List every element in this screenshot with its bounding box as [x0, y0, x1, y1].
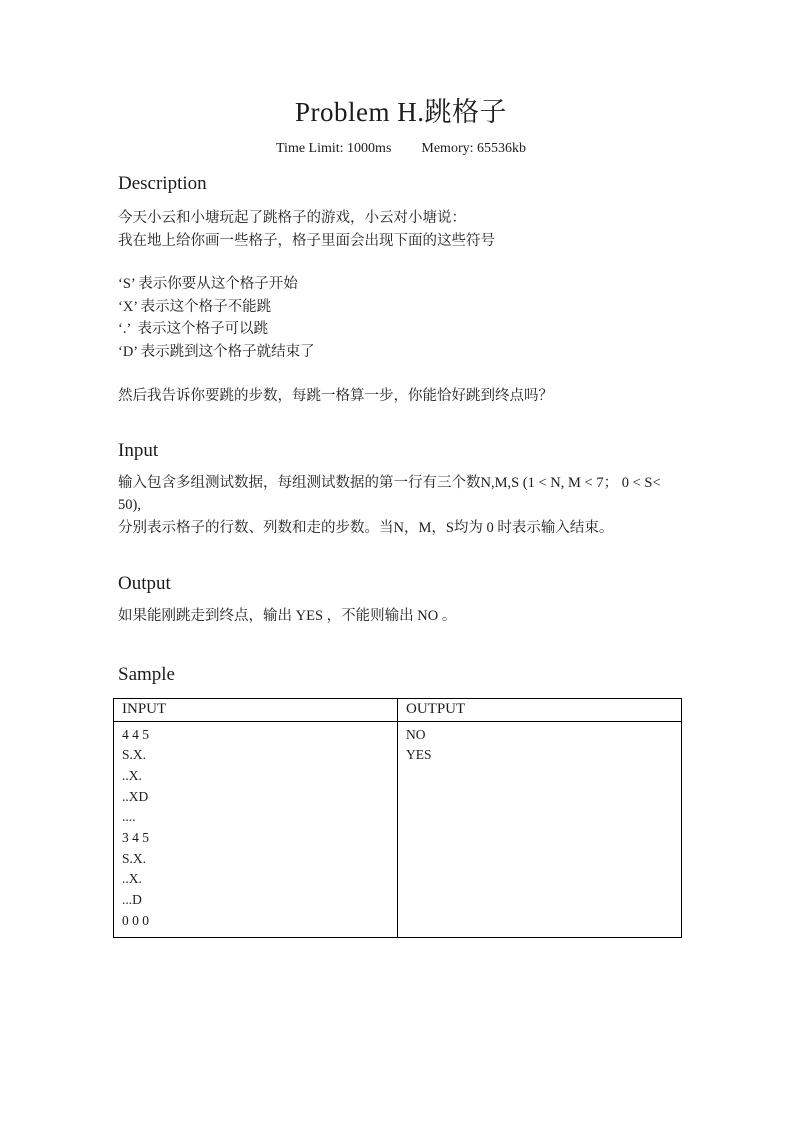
- sample-input-line: S.X.: [122, 747, 147, 763]
- sample-table-header-row: [114, 698, 682, 721]
- sample-input-line: ....: [122, 809, 136, 825]
- output-line: 如果能刚跳走到终点，输出 YES ，不能则输出 NO 。: [118, 608, 457, 624]
- description-line: 今天小云和小塘玩起了跳格子的游戏，小云对小塘说：: [118, 210, 466, 226]
- sample-output-cell: [398, 721, 682, 937]
- input-heading: Input: [118, 439, 159, 461]
- time-limit: Time Limit: 1000ms: [276, 141, 392, 156]
- description-line: 然后我告诉你要跳的步数，每跳一格算一步，你能恰好跳到终点吗？: [118, 388, 553, 404]
- sample-output-line: NO: [406, 726, 426, 742]
- sample-table-body-row: [114, 721, 682, 937]
- symbol-line-d: ‘D’ 表示跳到这个格子就结束了: [118, 343, 315, 360]
- problem-title: Problem H.跳格子: [295, 97, 507, 127]
- description-paragraph: [118, 207, 684, 252]
- limits-line: [118, 141, 684, 157]
- symbol-legend: [118, 273, 684, 363]
- sample-heading: Sample: [118, 663, 175, 685]
- input-paragraph: [118, 472, 684, 540]
- input-line: 输入包含多组测试数据，每组测试数据的第一行有三个数N,M,S (1 < N, M < 7； 0 < S< 50),: [118, 474, 665, 513]
- sample-output-header: OUTPUT: [398, 698, 682, 721]
- sample-input-line: ..X.: [122, 871, 142, 887]
- sample-table: [113, 698, 682, 938]
- sample-input-line: 4 4 5: [122, 726, 149, 742]
- symbol-line-dot: ‘.’ 表示这个格子可以跳: [118, 321, 268, 337]
- sample-input-line: ..XD: [122, 788, 149, 804]
- sample-input-line: S.X.: [122, 850, 147, 866]
- sample-input-header: INPUT: [114, 698, 398, 721]
- output-paragraph: [118, 605, 684, 628]
- symbol-line-x: ‘X’ 表示这个格子不能跳: [118, 298, 272, 315]
- sample-input-line: ..X.: [122, 767, 142, 783]
- sample-input-line: 0 0 0: [122, 912, 149, 928]
- sample-input-line: ...D: [122, 892, 142, 908]
- description-heading: Description: [118, 173, 207, 194]
- memory-limit: Memory: 65536kb: [421, 141, 526, 156]
- input-line: 分别表示格子的行数、列数和走的步数。当N，M，S均为 0 时表示输入结束。: [118, 519, 614, 536]
- description-line: 我在地上给你画一些格子，格子里面会出现下面的这些符号: [118, 232, 495, 249]
- output-heading: Output: [118, 573, 171, 594]
- description-question: [118, 385, 684, 408]
- sample-input-cell: [114, 721, 398, 937]
- symbol-line-s: ‘S’ 表示你要从这个格子开始: [118, 276, 298, 292]
- sample-input-line: 3 4 5: [122, 830, 149, 846]
- sample-output-line: YES: [406, 747, 432, 763]
